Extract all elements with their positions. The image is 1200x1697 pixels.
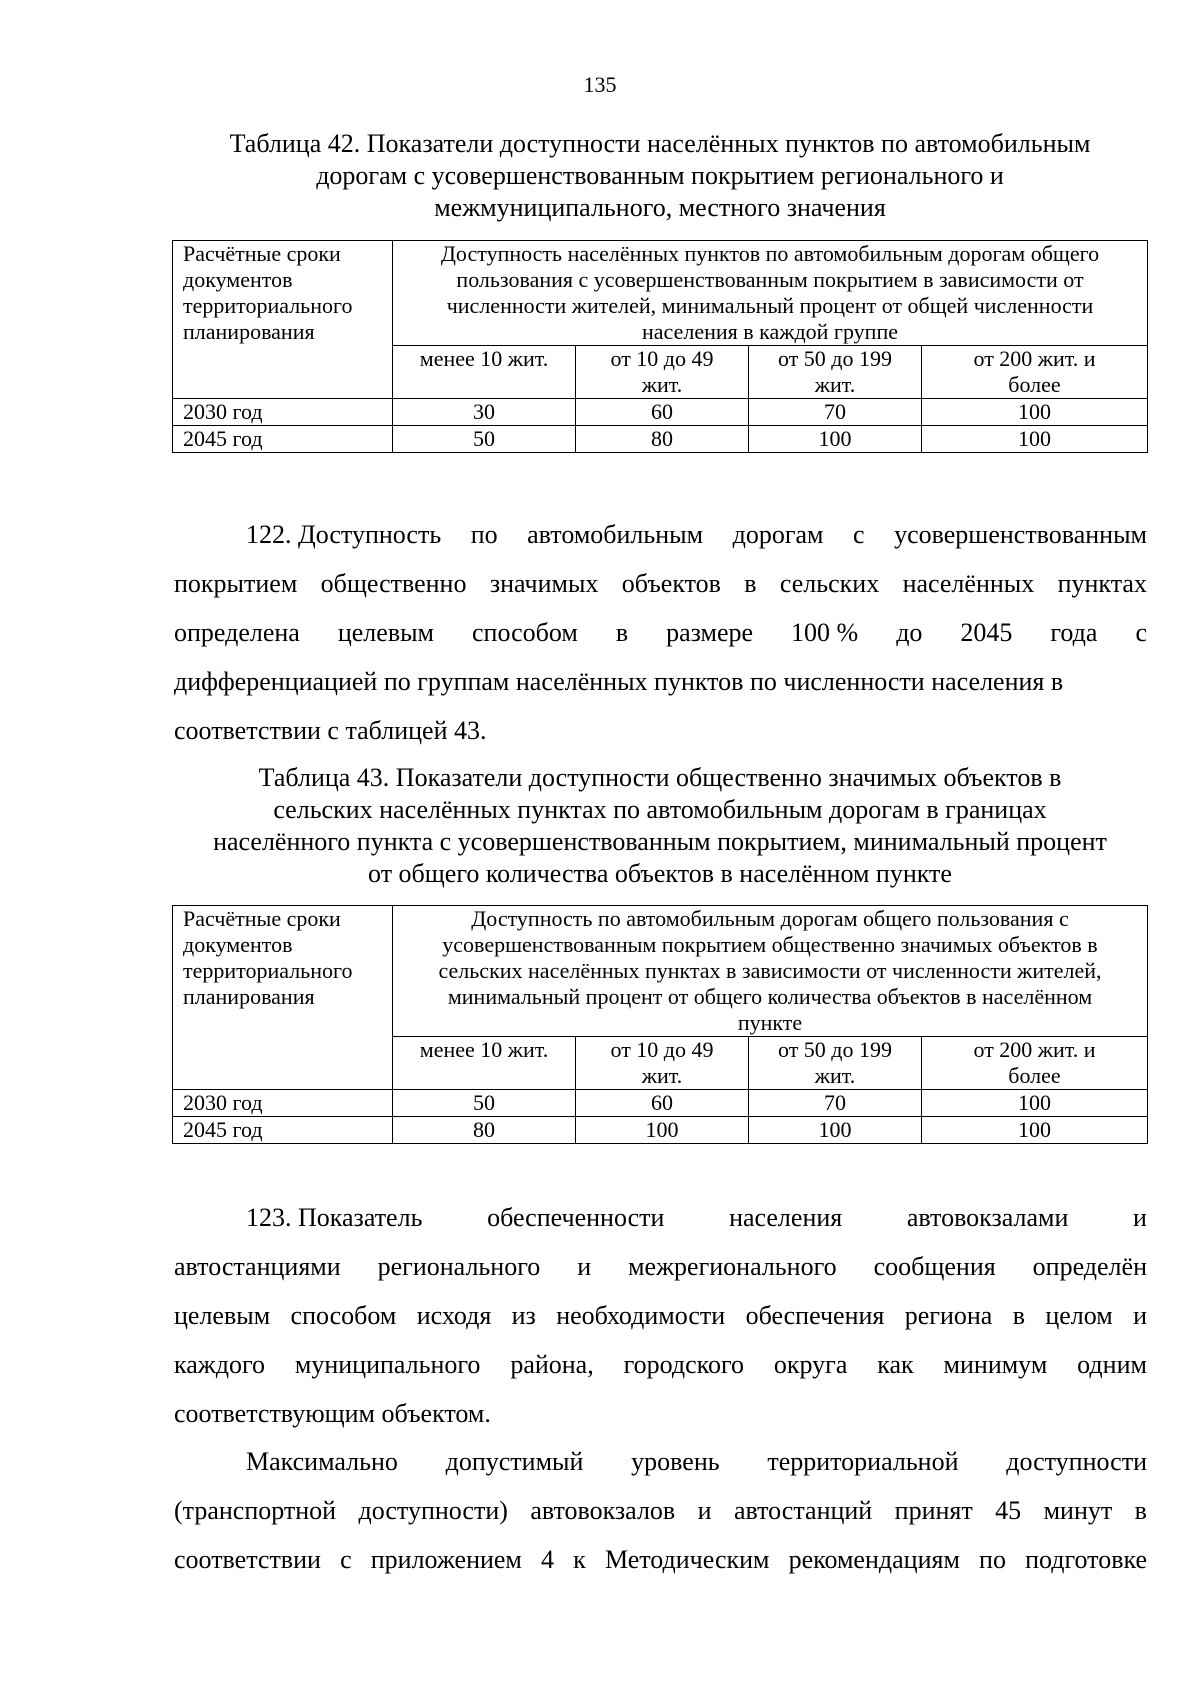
table-row [173, 426, 1148, 453]
word: региона [904, 1301, 993, 1330]
table-43 [172, 905, 1148, 1144]
cell-value: 50 [393, 426, 576, 453]
para-line [174, 1291, 1147, 1340]
subheader-line: от 50 до 199 [777, 1037, 893, 1062]
word: населения [729, 1203, 843, 1232]
word: принят [894, 1496, 973, 1525]
header-line: Расчётные сроки [183, 241, 341, 266]
para-line [174, 1242, 1147, 1291]
row-label: 2030 год [173, 1090, 393, 1117]
word: с [853, 520, 865, 549]
word: способом [472, 618, 578, 647]
para-line [174, 1486, 1147, 1535]
header-line: пункте [737, 1010, 803, 1035]
header-line: Доступность населённых пунктов по автомобильным дорогам общего [440, 241, 1100, 266]
word: автовокзалами [906, 1203, 1069, 1232]
word: соответствии [174, 1545, 321, 1574]
subheader-line: жит. [641, 1063, 683, 1088]
caption-line: Таблица 43. Показатели доступности общественно значимых объектов в [258, 763, 1062, 792]
word: автовокзалов [530, 1496, 676, 1525]
header-line: минимальный процент от общего количества объектов в населённом [447, 984, 1093, 1009]
row-label: 2030 год [173, 399, 393, 426]
word: межрегионального [628, 1252, 837, 1281]
cell-value: 100 [922, 426, 1148, 453]
cell-value: 70 [749, 399, 922, 426]
word: исходя [416, 1301, 492, 1330]
word: одним [1077, 1350, 1147, 1379]
caption-line: Таблица 42. Показатели доступности населённых пунктов по автомобильным [229, 129, 1091, 158]
word: в [1012, 1301, 1025, 1330]
word: 45 [995, 1496, 1022, 1525]
word: определён [1032, 1252, 1147, 1281]
table-42 [172, 240, 1148, 453]
para-line [174, 608, 1147, 657]
word: подготовке [1025, 1545, 1147, 1574]
table-row [173, 1090, 1148, 1117]
word: территориальной [767, 1447, 959, 1476]
header-accessibility [393, 906, 1148, 1037]
word: автостанциями [174, 1252, 341, 1281]
subheader-line: от 10 до 49 [610, 1037, 714, 1062]
subheader-line: от 200 жит. и [973, 1037, 1096, 1062]
word: из [511, 1301, 536, 1330]
paragraph-122 [174, 510, 1147, 755]
subheader-line: от 50 до 199 [777, 346, 893, 371]
word: по [470, 520, 498, 549]
para-line [174, 1193, 1147, 1242]
subheader-line: жит. [814, 372, 856, 397]
word: дифференциацией по группам населённых пунктов по численности населения в [174, 667, 1064, 696]
table-row [173, 399, 1148, 426]
word: целом [1045, 1301, 1113, 1330]
para-line [174, 657, 1147, 706]
word: автомобильным [527, 520, 704, 549]
header-line: Доступность по автомобильным дорогам общего пользования с [471, 906, 1069, 931]
header-line: документов [183, 267, 293, 292]
word: к [573, 1545, 586, 1574]
row-label: 2045 год [173, 426, 393, 453]
header-line: усовершенствованным покрытием общественно значимых объектов в [442, 932, 1098, 957]
word: как [877, 1350, 914, 1379]
subheader-less-10 [393, 1037, 576, 1090]
cell-value: 60 [576, 1090, 749, 1117]
word: значимых [489, 569, 599, 598]
subheader-line: жит. [814, 1063, 856, 1088]
cell-value: 100 [922, 1090, 1148, 1117]
word: до [896, 618, 923, 647]
word: необходимости [556, 1301, 726, 1330]
cell-value: 100 [922, 1117, 1148, 1144]
subheader-line: менее 10 жит. [419, 346, 549, 371]
word: и [577, 1252, 592, 1281]
word: объектов [621, 569, 721, 598]
word: 123. Показатель [246, 1203, 423, 1232]
subheader-10-49 [576, 346, 749, 399]
word: минимум [943, 1350, 1048, 1379]
word: обеспечения [745, 1301, 885, 1330]
word: 4 [541, 1545, 555, 1574]
header-line: населения в каждой группе [642, 319, 898, 344]
word: автостанций [733, 1496, 873, 1525]
subheader-line: жит. [641, 372, 683, 397]
word: регионального [377, 1252, 541, 1281]
header-line: территориального [183, 958, 353, 983]
subheader-200-plus [922, 346, 1148, 399]
word: доступности) [358, 1496, 508, 1525]
para-line [174, 1437, 1147, 1486]
para-line [174, 706, 1147, 755]
cell-value: 100 [922, 399, 1148, 426]
caption-line: сельских населённых пунктах по автомобильным дорогам в границах [273, 795, 1047, 824]
word: года [1050, 618, 1098, 647]
subheader-less-10 [393, 346, 576, 399]
word: городского [623, 1350, 744, 1379]
word: 122. Доступность [246, 520, 442, 549]
header-line: Расчётные сроки [183, 906, 341, 931]
word: покрытием [174, 569, 298, 598]
word: Максимально [246, 1447, 398, 1476]
page-number: 135 [583, 72, 617, 97]
word: целевым [174, 1301, 271, 1330]
cell-value: 100 [749, 1117, 922, 1144]
word: (транспортной [174, 1496, 337, 1525]
cell-value: 100 [576, 1117, 749, 1144]
header-line: численности жителей, минимальный процент от общей численности [446, 293, 1094, 318]
cell-value: 100 [749, 426, 922, 453]
cell-value: 70 [749, 1090, 922, 1117]
word: с [340, 1545, 352, 1574]
para-line [174, 559, 1147, 608]
subheader-line: менее 10 жит. [419, 1037, 549, 1062]
row-label: 2045 год [173, 1117, 393, 1144]
word: сообщения [873, 1252, 996, 1281]
header-line: сельских населённых пунктах в зависимости от численности жителей, [438, 958, 1102, 983]
word: допустимый [445, 1447, 584, 1476]
cell-value: 80 [576, 426, 749, 453]
word: района, [510, 1350, 594, 1379]
para-line [174, 510, 1147, 559]
word: обеспеченности [487, 1203, 665, 1232]
word: пунктах [1057, 569, 1147, 598]
word: минут [1043, 1496, 1113, 1525]
header-accessibility [393, 241, 1148, 346]
word: усовершенствованным [894, 520, 1147, 549]
word: Методическим [604, 1545, 770, 1574]
word: с [1135, 618, 1147, 647]
word: дорогам [732, 520, 824, 549]
word: 100 % [791, 618, 859, 647]
paragraph-123 [174, 1193, 1147, 1438]
header-line: документов [183, 932, 293, 957]
para-line [174, 1535, 1147, 1584]
header-period [173, 906, 393, 1090]
table-43-caption [170, 762, 1150, 890]
word: населённых [902, 569, 1035, 598]
table-42-caption [170, 128, 1150, 224]
subheader-200-plus [922, 1037, 1148, 1090]
word: и [1133, 1301, 1147, 1330]
cell-value: 30 [393, 399, 576, 426]
word: доступности [1006, 1447, 1147, 1476]
word: и [697, 1496, 712, 1525]
subheader-50-199 [749, 1037, 922, 1090]
table-row [173, 1117, 1148, 1144]
para-line [174, 1340, 1147, 1389]
header-period [173, 241, 393, 399]
header-line: планирования [183, 319, 315, 344]
caption-line: от общего количества объектов в населённом пункте [368, 859, 952, 888]
word: округа [773, 1350, 848, 1379]
caption-line: населённого пункта с усовершенствованным покрытием, минимальный процент [213, 827, 1107, 856]
word: приложением [370, 1545, 522, 1574]
word: сельских [779, 569, 880, 598]
header-line: пользования с усовершенствованным покрытием в зависимости от [456, 267, 1084, 292]
header-line: планирования [183, 984, 315, 1009]
word: и [1133, 1203, 1147, 1232]
cell-value: 50 [393, 1090, 576, 1117]
word: определена [174, 618, 300, 647]
word: муниципального [294, 1350, 481, 1379]
word: размере [666, 618, 754, 647]
word: каждого [174, 1350, 265, 1379]
paragraph-max-accessibility [174, 1437, 1147, 1584]
word: по [979, 1545, 1006, 1574]
subheader-10-49 [576, 1037, 749, 1090]
word: в [744, 569, 757, 598]
subheader-line: более [1008, 1063, 1061, 1088]
word: 2045 [960, 618, 1013, 647]
word: целевым [337, 618, 435, 647]
subheader-line: от 10 до 49 [610, 346, 714, 371]
para-line [174, 1389, 1147, 1438]
word: рекомендациям [788, 1545, 960, 1574]
header-line: территориального [183, 293, 353, 318]
cell-value: 60 [576, 399, 749, 426]
caption-line: дорогам с усовершенствованным покрытием регионального и [316, 161, 1004, 190]
word: в [1134, 1496, 1147, 1525]
word: уровень [631, 1447, 720, 1476]
caption-line: межмуниципального, местного значения [434, 193, 886, 222]
word: в [615, 618, 629, 647]
subheader-line: более [1008, 372, 1061, 397]
word: соответствии с таблицей 43. [174, 716, 487, 745]
word: способом [290, 1301, 397, 1330]
word: соответствующим объектом. [174, 1399, 491, 1428]
subheader-line: от 200 жит. и [973, 346, 1096, 371]
word: общественно [320, 569, 467, 598]
subheader-50-199 [749, 346, 922, 399]
cell-value: 80 [393, 1117, 576, 1144]
